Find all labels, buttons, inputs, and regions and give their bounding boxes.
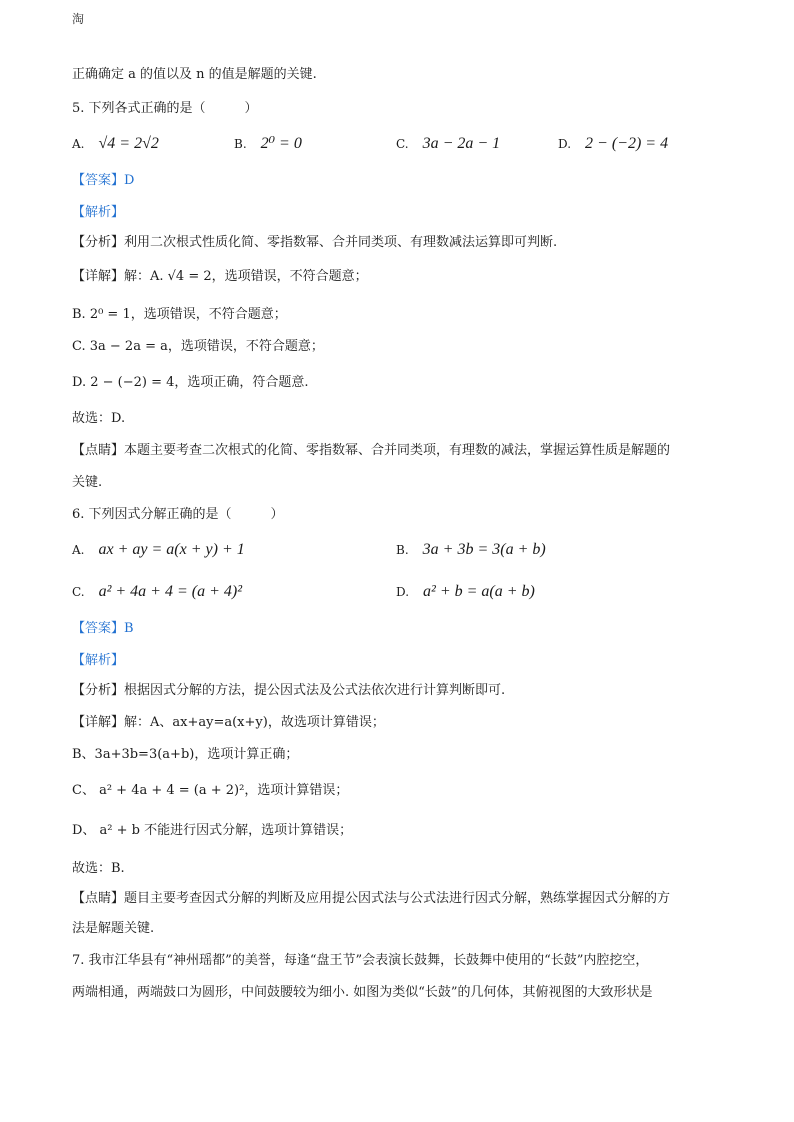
answer-tag: 【答案】D [72,173,135,188]
q5-option-d: D. 2 − (−2) = 4 [558,135,669,152]
analysis-text: 【分析】根据因式分解的方法，提公因式法及公式法依次进行计算判断即可. [72,683,506,698]
remark-text: 【点睛】题目主要考查因式分解的判断及应用提公因式法与公式法进行因式分解，熟练掌握因式分解的方 [72,891,671,906]
analysis-tag: 【解析】 [72,653,125,668]
q6-option-d: D. a² + b = a(a + b) [396,583,535,600]
detail-text: D、 a² + b 不能进行因式分解，选项计算错误； [72,823,353,838]
remark-text: 法是解题关键. [72,921,155,936]
detail-text: D. 2 − (−2) = 4，选项正确，符合题意. [72,375,309,390]
q6-option-b: B. 3a + 3b = 3(a + b) [396,541,546,558]
detail-text: B、3a+3b=3(a+b)，选项计算正确； [72,747,299,762]
detail-text: 【详解】解：A. √4 = 2，选项错误，不符合题意； [72,269,368,284]
remark-text: 【点睛】本题主要考查二次根式的化简、零指数幂、合并同类项，有理数的减法，掌握运算性质是解题的 [72,443,671,458]
question-7: 7. 我市江华县有“神州瑶都”的美誉，每逢“盘王节”会表演长鼓舞，长鼓舞中使用的“长鼓”内腔挖空， [72,953,649,968]
q5-option-a: A. √4 = 2√2 [72,135,159,152]
analysis-text: 【分析】利用二次根式性质化简、零指数幂、合并同类项、有理数减法运算即可判断. [72,235,558,250]
question-5: 5. 下列各式正确的是（ ） [72,101,258,116]
choose-text: 故选：B. [72,861,125,876]
analysis-tag: 【解析】 [72,205,125,220]
text-line: 正确确定 a 的值以及 n 的值是解题的关键. [72,67,317,82]
question-7-cont: 两端相通，两端鼓口为圆形，中间鼓腰较为细小. 如图为类似“长鼓”的几何体，其俯视图的大致形状是 [72,985,653,1000]
q5-option-b: B. 2⁰ = 0 [234,135,302,152]
remark-text: 关键. [72,475,103,490]
detail-text: C. 3a − 2a = a，选项错误，不符合题意； [72,339,324,354]
q6-option-c: C. a² + 4a + 4 = (a + 4)² [72,583,243,600]
detail-text: C、 a² + 4a + 4 = (a + 2)²，选项计算错误； [72,783,349,798]
q6-option-a: A. ax + ay = a(x + y) + 1 [72,541,245,558]
answer-tag: 【答案】B [72,621,134,636]
question-6: 6. 下列因式分解正确的是（ ） [72,507,284,522]
q5-option-c: C. 3a − 2a − 1 [396,135,501,152]
page-header: 淘 [72,12,85,26]
detail-text: 【详解】解：A、ax+ay=a(x+y)，故选项计算错误； [72,715,385,730]
choose-text: 故选：D. [72,411,126,426]
detail-text: B. 2⁰ = 1，选项错误，不符合题意； [72,307,287,322]
